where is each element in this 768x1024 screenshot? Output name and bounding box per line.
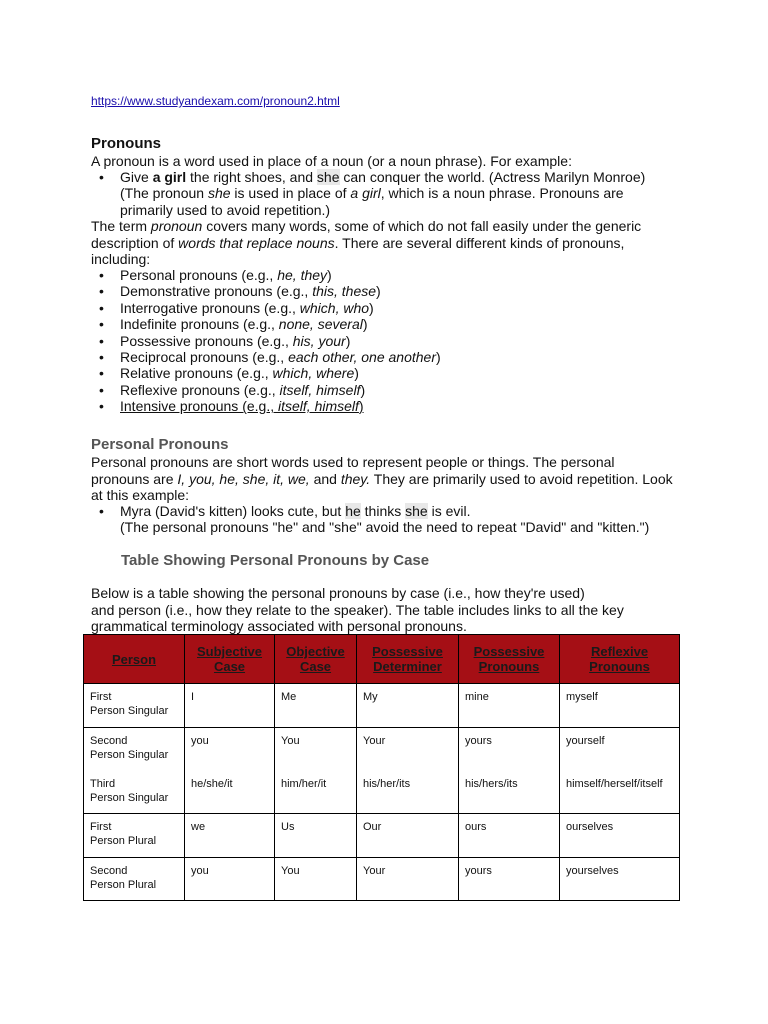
table-row	[84, 728, 680, 771]
source-url-link[interactable]: https://www.studyandexam.com/pronoun2.html	[91, 94, 340, 108]
subjective-cell: we	[185, 814, 275, 858]
table-row	[84, 771, 680, 814]
objective-cell: him/her/it	[275, 771, 357, 814]
possessive-cell: ours	[459, 814, 560, 858]
col-header-reflexive-pronouns[interactable]: Reflexive Pronouns	[560, 635, 680, 684]
possessive-cell: yours	[459, 858, 560, 901]
determiner-cell: his/her/its	[357, 771, 459, 814]
kind-item: • Reflexive pronouns (e.g., itself, himself)	[91, 382, 441, 398]
person-cell: Third Person Singular	[84, 771, 185, 814]
kind-item: • Interrogative pronouns (e.g., which, who)	[91, 300, 441, 316]
kind-item: • Indefinite pronouns (e.g., none, several)	[91, 316, 441, 332]
reflexive-cell: myself	[560, 684, 680, 728]
determiner-cell: Your	[357, 728, 459, 771]
subjective-cell: I	[185, 684, 275, 728]
objective-cell: Us	[275, 814, 357, 858]
determiner-cell: My	[357, 684, 459, 728]
reflexive-cell: ourselves	[560, 814, 680, 858]
kind-item: • Possessive pronouns (e.g., his, your)	[91, 333, 441, 349]
example-list	[91, 169, 651, 218]
person-cell: Second Person Plural	[84, 858, 185, 901]
reflexive-cell: yourself	[560, 728, 680, 771]
kind-item: • Personal pronouns (e.g., he, they)	[91, 267, 441, 283]
reflexive-cell: yourselves	[560, 858, 680, 901]
table-heading: Table Showing Personal Pronouns by Case	[121, 552, 430, 569]
term-paragraph: The term pronoun covers many words, some of which do not fall easily under the generic description of words that replace nouns. There are several different kinds of pronouns, including:	[91, 218, 642, 267]
personal-pronouns-table	[83, 634, 680, 901]
example-item: • Give a girl the right shoes, and she can conquer the world. (Actress Marilyn Monroe) (The pronoun she is used in place of a girl, which is a noun phrase. Pronouns are primarily used to avoid repetition.)	[91, 169, 651, 218]
objective-cell: You	[275, 858, 357, 901]
table-header-row	[84, 635, 680, 684]
possessive-cell: his/hers/its	[459, 771, 560, 814]
subjective-cell: he/she/it	[185, 771, 275, 814]
possessive-cell: mine	[459, 684, 560, 728]
table-row	[84, 684, 680, 728]
person-cell: Second Person Singular	[84, 728, 185, 771]
kind-item: • Relative pronouns (e.g., which, where)	[91, 365, 441, 381]
subjective-cell: you	[185, 728, 275, 771]
objective-cell: You	[275, 728, 357, 771]
personal-paragraph: Personal pronouns are short words used to represent people or things. The personal pronouns are I, you, he, she, it, we, and they. They are primarily used to avoid repetition. Look at this example:	[91, 454, 673, 503]
example2-list	[91, 503, 651, 536]
possessive-cell: yours	[459, 728, 560, 771]
page-title: Pronouns	[91, 135, 161, 152]
intro-paragraph: A pronoun is a word used in place of a noun (or a noun phrase). For example:	[91, 153, 572, 169]
determiner-cell: Our	[357, 814, 459, 858]
pronoun-kinds-list	[91, 267, 441, 415]
objective-cell: Me	[275, 684, 357, 728]
col-header-person[interactable]: Person	[84, 635, 185, 684]
kind-item-intensive[interactable]: • Intensive pronouns (e.g., itself, himself)	[91, 398, 441, 414]
col-header-possessive-pronouns[interactable]: Possessive Pronouns	[459, 635, 560, 684]
determiner-cell: Your	[357, 858, 459, 901]
col-header-possessive-determiner[interactable]: Possessive Determiner	[357, 635, 459, 684]
kind-item: • Reciprocal pronouns (e.g., each other, one another)	[91, 349, 441, 365]
col-header-objective-case[interactable]: Objective Case	[275, 635, 357, 684]
person-cell: First Person Plural	[84, 814, 185, 858]
col-header-subjective-case[interactable]: Subjective Case	[185, 635, 275, 684]
person-cell: First Person Singular	[84, 684, 185, 728]
table-row	[84, 858, 680, 901]
table-intro: Below is a table showing the personal pronouns by case (i.e., how they're used) and person (i.e., how they relate to the speaker). The table includes links to all the key grammatical terminology associated with personal pronouns.	[91, 585, 624, 634]
subjective-cell: you	[185, 858, 275, 901]
example-item: • Myra (David's kitten) looks cute, but he thinks she is evil. (The personal pronouns "he" and "she" avoid the need to repeat "David" and "kitten.")	[91, 503, 651, 536]
reflexive-cell: himself/herself/itself	[560, 771, 680, 814]
kind-item: • Demonstrative pronouns (e.g., this, these)	[91, 283, 441, 299]
table-row	[84, 814, 680, 858]
personal-pronouns-heading: Personal Pronouns	[91, 436, 229, 453]
